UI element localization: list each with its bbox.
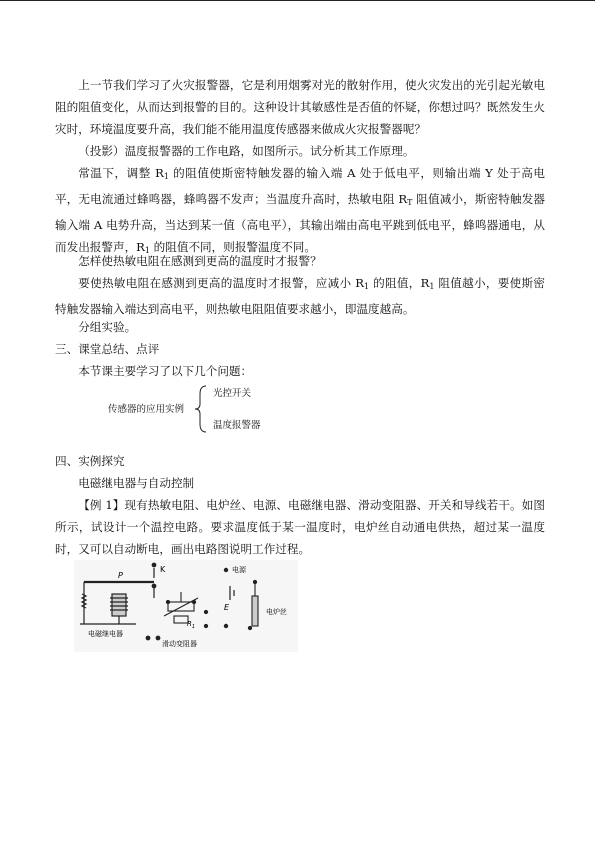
question-line: 怎样使热敏电阻在感测到更高的温度时才报警？ — [78, 254, 322, 268]
brace-icon — [194, 384, 210, 434]
tree-branch-light-switch: 光控开关 — [213, 388, 252, 399]
intro-paragraph: 上一节我们学习了火灾报警器，它是利用烟雾对光的散射作用，使火灾发出的光引起光敏电阻的阻值变化，从而达到报警的目的。这种设计其敏感性是否值的怀疑，你想过吗？既然发生火灾时，环境温度要升高，我们能不能用温度传感器来做成火灾报警器呢？ — [55, 78, 545, 136]
label-e: E — [224, 603, 230, 612]
label-p: P — [118, 571, 123, 580]
circuit-figure — [74, 560, 298, 652]
example-paragraph: 【例 1】现有热敏电阻、电炉丝、电源、电磁继电器、滑动变阻器、开关和导线若干。如图所示，试设计一个温控电路。要求温度低于某一温度时，电炉丝自动通电供热，超过某一温度时，又可以自动断电，画出电路图说明工作过程。 — [55, 498, 545, 556]
analysis-paragraph: 常温下，调整 $R_1$ 的阻值使斯密特触发器的输入端 A 处于低电平，则输出端 Y 处于高电平，无电流通过蜂鸣器，蜂鸣器不发声；当温度升高时，热敏电阻 $R_T$ 阻值减小，斯密特触发器输入端 A 电势升高，当达到某一值（高电平），其输出端由高电平跳到低电平，蜂鸣器通电，从而发出报警声，$R_1$ 的阻值不同，则报警温度不同。 — [55, 166, 546, 255]
group-experiment-line: 分组实验。 — [78, 320, 137, 334]
label-r1: $R_1$ — [187, 620, 196, 630]
label-relay: 电磁继电器 — [88, 630, 123, 638]
section3-intro: 本节课主要学习了以下几个问题： — [78, 364, 253, 378]
label-source: 电源 — [232, 566, 246, 574]
section4-heading: 四、实例探究 — [55, 454, 125, 468]
answer-paragraph: 要使热敏电阻在感测到更高的温度时才报警，应减小 $R_1$ 的阻值，$R_1$ 阻值越小，要使斯密特触发器输入端达到高电平，则热敏电阻阻值要求越小，即温度越高。 — [55, 276, 545, 316]
label-rheostat: 滑动变阻器 — [162, 640, 197, 648]
tree-root-label: 传感器的应用实例 — [108, 404, 185, 415]
section4-subheading: 电磁继电器与自动控制 — [78, 476, 195, 490]
section3-heading: 三、课堂总结、点评 — [55, 342, 160, 356]
projection-paragraph: （投影）温度报警器的工作电路，如图所示。试分析其工作原理。 — [78, 144, 415, 158]
label-k: K — [160, 565, 166, 574]
header-rule — [0, 0, 595, 1]
tree-branch-temp-alarm: 温度报警器 — [213, 420, 261, 431]
label-heater: 电炉丝 — [266, 608, 287, 616]
example-tag: 【例 1】 — [78, 498, 125, 512]
